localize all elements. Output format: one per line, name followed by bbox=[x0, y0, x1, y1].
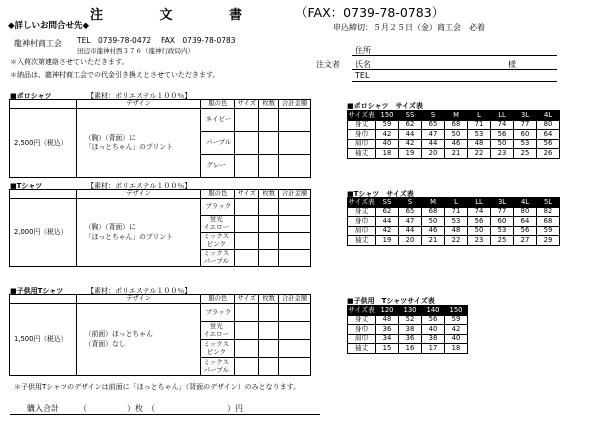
size-row-label: 身巾 bbox=[348, 325, 376, 335]
size-value: 60 bbox=[491, 217, 514, 227]
section-tshirt-material: 【素材：ポリエステル１００％】 bbox=[87, 182, 192, 190]
design-tshirt: （胸）（背面）に 「ほっとちゃん」のプリント bbox=[76, 199, 201, 267]
size-value: 44 bbox=[399, 130, 422, 140]
size-header: S bbox=[399, 198, 422, 208]
size-value: 59 bbox=[376, 120, 399, 130]
size-cell[interactable] bbox=[235, 322, 259, 340]
size-value: 59 bbox=[537, 226, 560, 236]
size-value: 56 bbox=[537, 139, 560, 149]
size-corner: サイズ表 bbox=[348, 197, 375, 206]
size-value: 38 bbox=[422, 334, 445, 344]
size-cell[interactable] bbox=[235, 340, 259, 358]
size-value: 68 bbox=[537, 217, 560, 227]
qty-cell[interactable] bbox=[259, 216, 279, 233]
size-value: 44 bbox=[376, 217, 399, 227]
design-kids: （前面）ほっとちゃん （背面）なし bbox=[76, 304, 201, 376]
size-cell[interactable] bbox=[235, 358, 259, 376]
total-cell[interactable] bbox=[279, 322, 311, 340]
order-table-polo bbox=[9, 99, 311, 178]
size-value: 16 bbox=[399, 344, 422, 354]
fax-number: （FAX：0739-78-0783） bbox=[295, 5, 445, 20]
size-value: 65 bbox=[399, 207, 422, 217]
size-value: 42 bbox=[399, 139, 422, 149]
orderer-suffix: 様 bbox=[508, 60, 516, 69]
size-value: 80 bbox=[537, 120, 560, 130]
size-cell[interactable] bbox=[235, 250, 259, 267]
size-value: 44 bbox=[399, 226, 422, 236]
size-value: 53 bbox=[514, 139, 537, 149]
size-value: 23 bbox=[491, 149, 514, 159]
size-header: 120 bbox=[376, 306, 399, 316]
total-cell[interactable] bbox=[279, 358, 311, 376]
size-value: 34 bbox=[376, 334, 399, 344]
size-header: 130 bbox=[399, 306, 422, 316]
size-value: 42 bbox=[376, 130, 399, 140]
size-value: 18 bbox=[445, 344, 468, 354]
org-tel-fax: TEL 0739-78-0472 FAX 0739-78-0783 bbox=[77, 36, 236, 45]
size-row-label: 身丈 bbox=[348, 120, 376, 130]
col-total: 合計金額 bbox=[279, 100, 311, 109]
size-value: 40 bbox=[445, 334, 468, 344]
size-value: 68 bbox=[445, 120, 468, 130]
section-polo-material: 【素材：ポリエステル１００％】 bbox=[87, 92, 192, 100]
price-kids: 1,500円（税込） bbox=[10, 304, 77, 376]
total-cell[interactable] bbox=[279, 304, 311, 322]
size-value: 23 bbox=[468, 236, 491, 246]
size-cell[interactable] bbox=[235, 155, 259, 178]
col-qty: 枚数 bbox=[259, 100, 279, 109]
section-kids-material: 【素材：ポリエステル１００％】 bbox=[87, 287, 192, 295]
orderer-address-line[interactable] bbox=[352, 55, 557, 56]
qty-cell[interactable] bbox=[259, 132, 279, 155]
size-header: M bbox=[422, 198, 445, 208]
size-header: M bbox=[445, 111, 468, 121]
notice-arrival: ＊入荷次第連絡させていただきます。 bbox=[10, 58, 129, 66]
col-color: 服の色 bbox=[201, 190, 235, 199]
size-row-label: 袖丈 bbox=[348, 236, 376, 246]
total-cell[interactable] bbox=[279, 155, 311, 178]
size-value: 40 bbox=[422, 325, 445, 335]
size-row-label: 肩巾 bbox=[348, 226, 376, 236]
size-row-label: 身丈 bbox=[348, 315, 376, 325]
orderer-name-label: 氏名 bbox=[355, 60, 371, 69]
col-price-blank bbox=[10, 100, 77, 109]
size-value: 21 bbox=[445, 149, 468, 159]
size-value: 68 bbox=[422, 207, 445, 217]
qty-cell[interactable] bbox=[259, 250, 279, 267]
size-value: 17 bbox=[422, 344, 445, 354]
color-option: 蛍光 イエロー bbox=[201, 322, 235, 340]
size-row-label: 身丈 bbox=[348, 207, 376, 217]
size-value: 48 bbox=[445, 226, 468, 236]
size-value: 42 bbox=[376, 226, 399, 236]
color-option: ミックス パープル bbox=[201, 250, 235, 267]
col-size: サイズ bbox=[235, 190, 259, 199]
size-cell[interactable] bbox=[235, 233, 259, 250]
size-value: 53 bbox=[491, 226, 514, 236]
size-value: 56 bbox=[514, 226, 537, 236]
size-value: 50 bbox=[422, 217, 445, 227]
size-value: 19 bbox=[399, 149, 422, 159]
col-size: サイズ bbox=[235, 295, 259, 304]
size-value: 22 bbox=[445, 236, 468, 246]
total-underline bbox=[10, 414, 320, 415]
size-header: 4L bbox=[537, 111, 560, 121]
color-option: 蛍光 イエロー bbox=[201, 216, 235, 233]
qty-cell[interactable] bbox=[259, 155, 279, 178]
size-value: 56 bbox=[468, 217, 491, 227]
purchase-total: 購入合計 （ ）枚 （ ）円 bbox=[27, 404, 243, 413]
notice-payment: ＊納品は、龍神村商工会での代金引き換えとさせていただきます。 bbox=[10, 71, 220, 79]
size-value: 71 bbox=[468, 120, 491, 130]
col-color: 服の色 bbox=[201, 100, 235, 109]
price-polo: 2,500円（税込） bbox=[10, 109, 77, 178]
size-value: 50 bbox=[468, 226, 491, 236]
size-header: 3L bbox=[491, 198, 514, 208]
order-table-tshirt bbox=[9, 189, 311, 267]
color-option: ミックス ピンク bbox=[201, 340, 235, 358]
size-value: 77 bbox=[491, 207, 514, 217]
size-value: 62 bbox=[399, 120, 422, 130]
size-value: 50 bbox=[491, 139, 514, 149]
section-polo-label: ■ポロシャツ bbox=[10, 92, 52, 100]
col-design: デザイン bbox=[76, 295, 201, 304]
org-name: 龍神村商工会 bbox=[14, 39, 62, 48]
color-option: ブラック bbox=[201, 199, 235, 216]
size-value: 25 bbox=[514, 149, 537, 159]
size-value: 15 bbox=[376, 344, 399, 354]
size-value: 53 bbox=[468, 130, 491, 140]
size-value: 64 bbox=[514, 217, 537, 227]
size-header: 4L bbox=[514, 198, 537, 208]
size-value: 19 bbox=[376, 236, 399, 246]
size-value: 53 bbox=[445, 217, 468, 227]
total-cell[interactable] bbox=[279, 250, 311, 267]
size-value: 22 bbox=[468, 149, 491, 159]
qty-cell[interactable] bbox=[259, 199, 279, 216]
orderer-tel-label: TEL bbox=[355, 71, 370, 80]
size-value: 48 bbox=[376, 315, 399, 325]
size-table-kids bbox=[347, 305, 468, 354]
total-cell[interactable] bbox=[279, 340, 311, 358]
qty-cell[interactable] bbox=[259, 340, 279, 358]
size-header: S bbox=[422, 111, 445, 121]
size-value: 82 bbox=[537, 207, 560, 217]
size-value: 62 bbox=[376, 207, 399, 217]
contact-heading: ◆詳しいお問合せ先◆ bbox=[8, 21, 90, 31]
color-option: ブラック bbox=[201, 304, 235, 322]
size-title-kids: ■子供用 Tシャツサイズ表 bbox=[347, 297, 435, 305]
col-total: 合計金額 bbox=[279, 190, 311, 199]
page-title: 注 文 書 bbox=[90, 8, 269, 23]
total-cell[interactable] bbox=[279, 199, 311, 216]
size-value: 36 bbox=[376, 325, 399, 335]
size-cell[interactable] bbox=[235, 199, 259, 216]
size-title-polo: ■ポロシャツ サイズ表 bbox=[347, 102, 423, 110]
size-value: 18 bbox=[376, 149, 399, 159]
size-value: 47 bbox=[399, 217, 422, 227]
size-value: 59 bbox=[445, 315, 468, 325]
footnote: ＊子供用Tシャツのデザインは前面に「ほっとちゃん」（背面のデザイン）のみとなります。 bbox=[14, 383, 301, 391]
size-cell[interactable] bbox=[235, 216, 259, 233]
size-value: 50 bbox=[445, 130, 468, 140]
qty-cell[interactable] bbox=[259, 358, 279, 376]
size-value: 64 bbox=[537, 130, 560, 140]
size-header: 140 bbox=[422, 306, 445, 316]
size-header: 3L bbox=[514, 111, 537, 121]
size-value: 77 bbox=[514, 120, 537, 130]
color-option: ミックス ピンク bbox=[201, 233, 235, 250]
size-value: 38 bbox=[399, 325, 422, 335]
qty-cell[interactable] bbox=[259, 322, 279, 340]
size-cell[interactable] bbox=[235, 132, 259, 155]
size-value: 25 bbox=[491, 236, 514, 246]
size-value: 26 bbox=[537, 149, 560, 159]
size-value: 56 bbox=[422, 315, 445, 325]
size-value: 56 bbox=[491, 130, 514, 140]
total-cell[interactable] bbox=[279, 109, 311, 132]
size-value: 21 bbox=[422, 236, 445, 246]
color-option: パープル bbox=[201, 132, 235, 155]
size-corner: サイズ表 bbox=[348, 110, 375, 119]
size-value: 36 bbox=[399, 334, 422, 344]
size-value: 20 bbox=[422, 149, 445, 159]
size-header: SS bbox=[376, 198, 399, 208]
total-cell[interactable] bbox=[279, 216, 311, 233]
size-value: 44 bbox=[422, 139, 445, 149]
color-option: ミックス パープル bbox=[201, 358, 235, 376]
col-design: デザイン bbox=[76, 100, 201, 109]
size-title-tshirt: ■Tシャツ サイズ表 bbox=[347, 190, 414, 198]
size-header: L bbox=[445, 198, 468, 208]
deadline: 申込締切：５月２５日（金）商工会 必着 bbox=[333, 23, 485, 32]
price-tshirt: 2,000円（税込） bbox=[10, 199, 77, 267]
size-value: 40 bbox=[376, 139, 399, 149]
size-value: 27 bbox=[514, 236, 537, 246]
section-kids-label: ■子供用Tシャツ bbox=[10, 287, 64, 295]
size-value: 65 bbox=[422, 120, 445, 130]
org-address: 田辺市龍神村西３７６（龍神行政局内） bbox=[77, 47, 194, 55]
col-color: 服の色 bbox=[201, 295, 235, 304]
size-row-label: 袖丈 bbox=[348, 149, 376, 159]
qty-cell[interactable] bbox=[259, 233, 279, 250]
color-option: ネイビー bbox=[201, 109, 235, 132]
size-header: LL bbox=[491, 111, 514, 121]
orderer-label: 注文者 bbox=[316, 60, 340, 69]
size-cell[interactable] bbox=[235, 304, 259, 322]
design-polo: （胸）（背面）に 「ほっとちゃん」のプリント bbox=[76, 109, 201, 178]
size-value: 60 bbox=[514, 130, 537, 140]
section-tshirt-label: ■Tシャツ bbox=[10, 182, 43, 190]
size-corner: サイズ表 bbox=[348, 305, 375, 314]
size-row-label: 身巾 bbox=[348, 217, 376, 227]
size-row-label: 袖丈 bbox=[348, 344, 376, 354]
size-table-tshirt bbox=[347, 197, 560, 246]
size-cell[interactable] bbox=[235, 109, 259, 132]
size-value: 42 bbox=[445, 325, 468, 335]
size-value: 80 bbox=[514, 207, 537, 217]
size-value: 29 bbox=[537, 236, 560, 246]
size-row-label: 肩巾 bbox=[348, 334, 376, 344]
qty-cell[interactable] bbox=[259, 304, 279, 322]
size-header: L bbox=[468, 111, 491, 121]
size-value: 20 bbox=[399, 236, 422, 246]
size-value: 48 bbox=[468, 139, 491, 149]
size-value: 52 bbox=[399, 315, 422, 325]
total-cell[interactable] bbox=[279, 233, 311, 250]
qty-cell[interactable] bbox=[259, 109, 279, 132]
size-value: 74 bbox=[491, 120, 514, 130]
size-value: 46 bbox=[422, 226, 445, 236]
col-size: サイズ bbox=[235, 100, 259, 109]
size-table-polo bbox=[347, 110, 560, 159]
size-value: 74 bbox=[468, 207, 491, 217]
size-header: SS bbox=[399, 111, 422, 121]
size-row-label: 肩巾 bbox=[348, 139, 376, 149]
size-value: 47 bbox=[422, 130, 445, 140]
orderer-address-label: 住所 bbox=[355, 46, 371, 55]
order-table-kids bbox=[9, 294, 311, 376]
size-header: 150 bbox=[445, 306, 468, 316]
col-qty: 枚数 bbox=[259, 295, 279, 304]
size-header: 150 bbox=[376, 111, 399, 121]
size-header: 5L bbox=[537, 198, 560, 208]
col-design: デザイン bbox=[76, 190, 201, 199]
size-value: 46 bbox=[445, 139, 468, 149]
col-qty: 枚数 bbox=[259, 190, 279, 199]
size-header: LL bbox=[468, 198, 491, 208]
col-total: 合計金額 bbox=[279, 295, 311, 304]
size-value: 71 bbox=[445, 207, 468, 217]
size-row-label: 身巾 bbox=[348, 130, 376, 140]
orderer-tel-line[interactable] bbox=[352, 81, 557, 82]
total-cell[interactable] bbox=[279, 132, 311, 155]
color-option: グレー bbox=[201, 155, 235, 178]
orderer-name-line[interactable] bbox=[352, 69, 557, 70]
